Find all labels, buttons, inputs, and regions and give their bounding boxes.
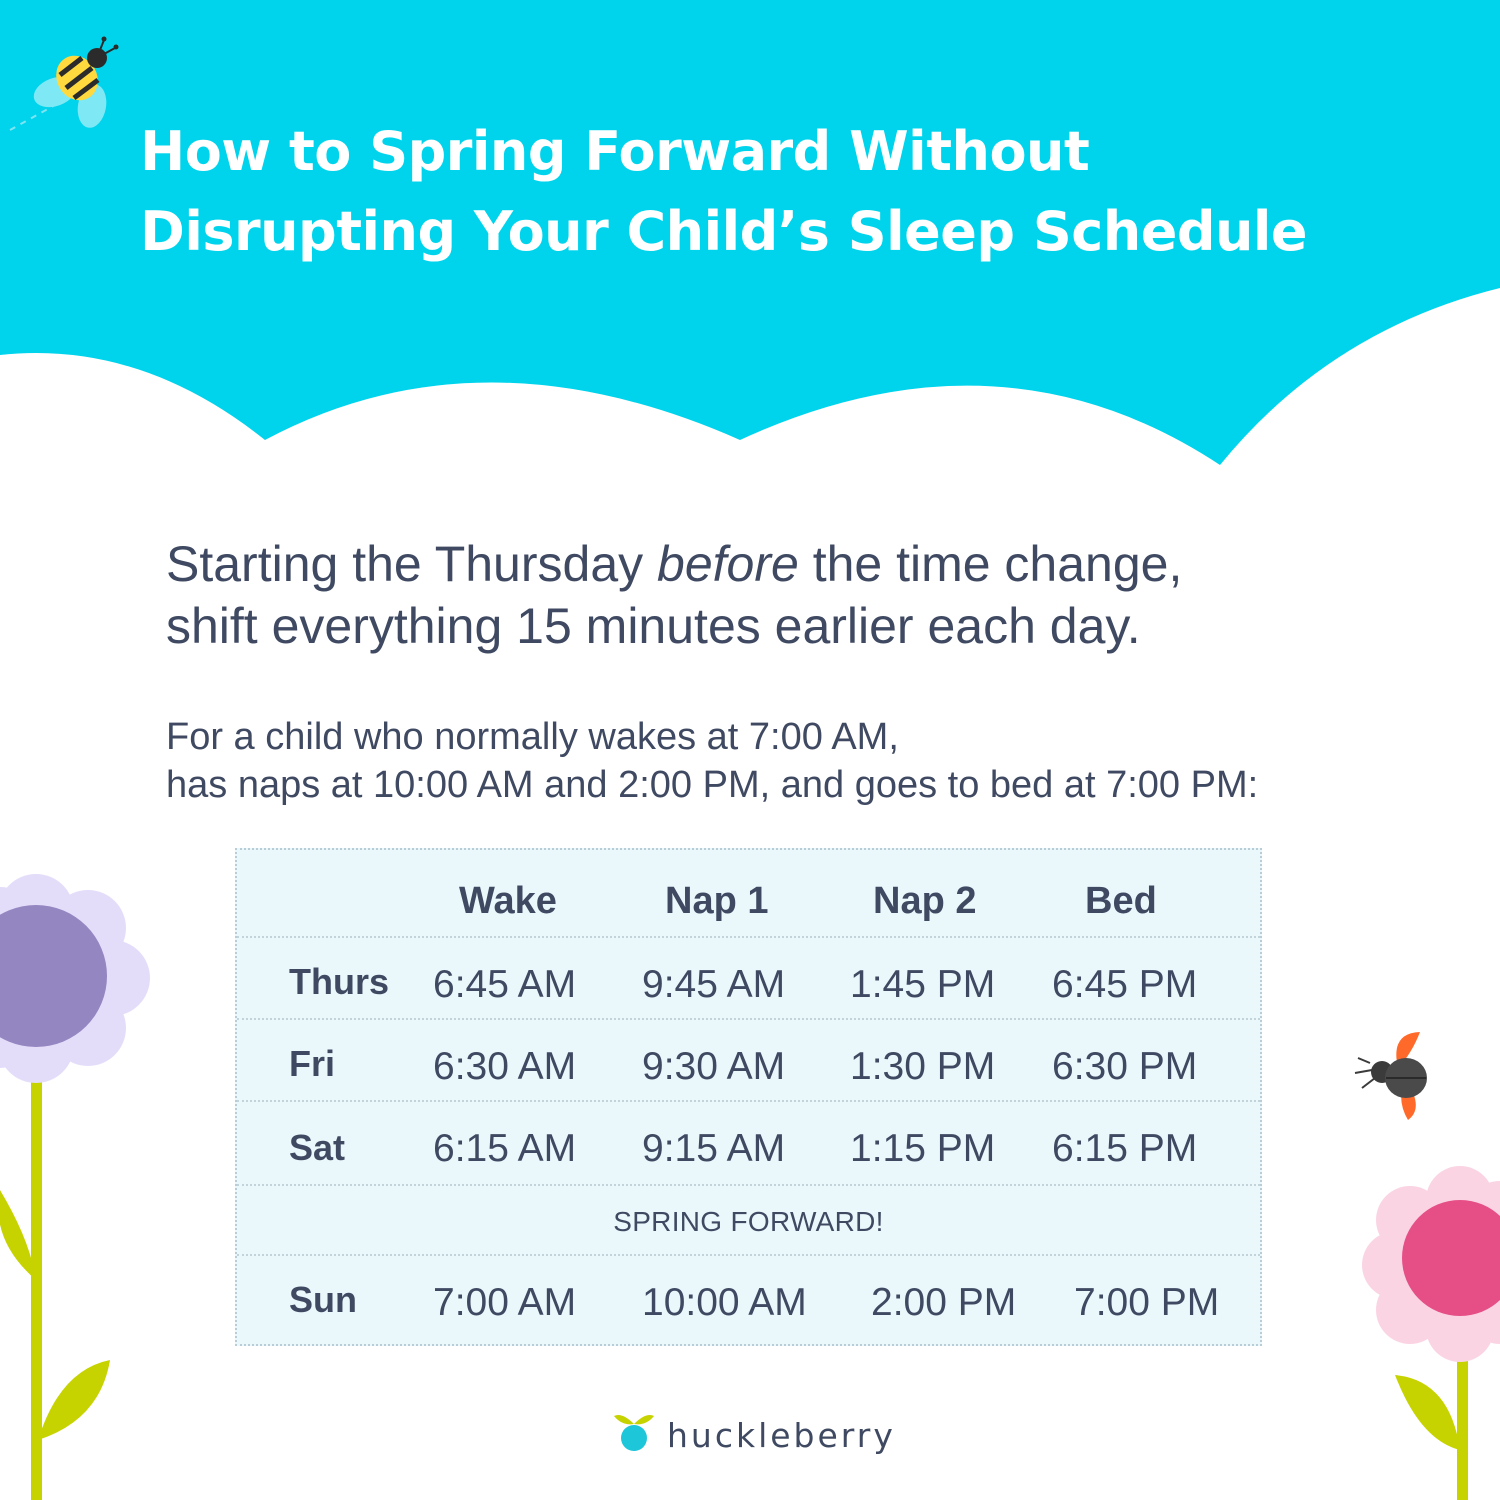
- huckleberry-logo: [612, 1408, 912, 1468]
- table-row: [237, 1254, 1260, 1346]
- wake-time: 6:15 AM: [433, 1127, 577, 1170]
- ladybug-icon: [1350, 1028, 1440, 1123]
- subintro-line-1: For a child who normally wakes at 7:00 AM,: [166, 716, 899, 758]
- nap2-time: 1:45 PM: [850, 963, 996, 1006]
- table-row: [237, 1018, 1260, 1102]
- page-title: [140, 112, 1470, 272]
- table-row: [237, 936, 1260, 1020]
- table-row: [237, 1100, 1260, 1186]
- bed-time: 6:30 PM: [1052, 1045, 1198, 1088]
- purple-flower-icon: [0, 860, 160, 1500]
- wake-time: 6:45 AM: [433, 963, 577, 1006]
- intro-emphasis: before: [657, 536, 799, 592]
- row-day: Sat: [289, 1127, 346, 1168]
- brand-name: huckleberry: [667, 1416, 896, 1455]
- title-line-1: How to Spring Forward Without: [140, 120, 1090, 183]
- nap1-time: 9:15 AM: [642, 1127, 786, 1170]
- column-header-bed: Bed: [1085, 880, 1157, 922]
- bee-icon: [0, 30, 140, 140]
- wake-time: 6:30 AM: [433, 1045, 577, 1088]
- nap1-time: 9:45 AM: [642, 963, 786, 1006]
- child-schedule-description: [166, 713, 1466, 809]
- bed-time: 7:00 PM: [1074, 1281, 1220, 1324]
- column-header-nap2: Nap 2: [873, 880, 977, 922]
- pink-flower-icon: [1360, 1160, 1500, 1500]
- intro-line-1: Starting the Thursday before the time change,: [166, 536, 1183, 592]
- intro-line-2: shift everything 15 minutes earlier each day.: [166, 598, 1141, 654]
- bed-time: 6:15 PM: [1052, 1127, 1198, 1170]
- bed-time: 6:45 PM: [1052, 963, 1198, 1006]
- nap2-time: 2:00 PM: [871, 1281, 1017, 1324]
- row-day: Thurs: [289, 961, 390, 1002]
- intro-text: [166, 533, 1466, 657]
- spring-forward-label: SPRING FORWARD!: [613, 1206, 884, 1237]
- row-day: Sun: [289, 1279, 357, 1320]
- nap1-time: 10:00 AM: [642, 1281, 807, 1324]
- table-header-row: [237, 850, 1260, 936]
- spring-forward-row: [237, 1184, 1260, 1256]
- nap1-time: 9:30 AM: [642, 1045, 786, 1088]
- schedule-table: [235, 848, 1262, 1346]
- subintro-line-2: has naps at 10:00 AM and 2:00 PM, and goes to bed at 7:00 PM:: [166, 764, 1259, 806]
- nap2-time: 1:30 PM: [850, 1045, 996, 1088]
- column-header-nap1: Nap 1: [665, 880, 769, 922]
- wake-time: 7:00 AM: [433, 1281, 577, 1324]
- column-header-wake: Wake: [459, 880, 557, 922]
- berry-icon: [612, 1410, 656, 1454]
- nap2-time: 1:15 PM: [850, 1127, 996, 1170]
- row-day: Fri: [289, 1043, 336, 1084]
- title-line-2: Disrupting Your Child’s Sleep Schedule: [140, 200, 1308, 263]
